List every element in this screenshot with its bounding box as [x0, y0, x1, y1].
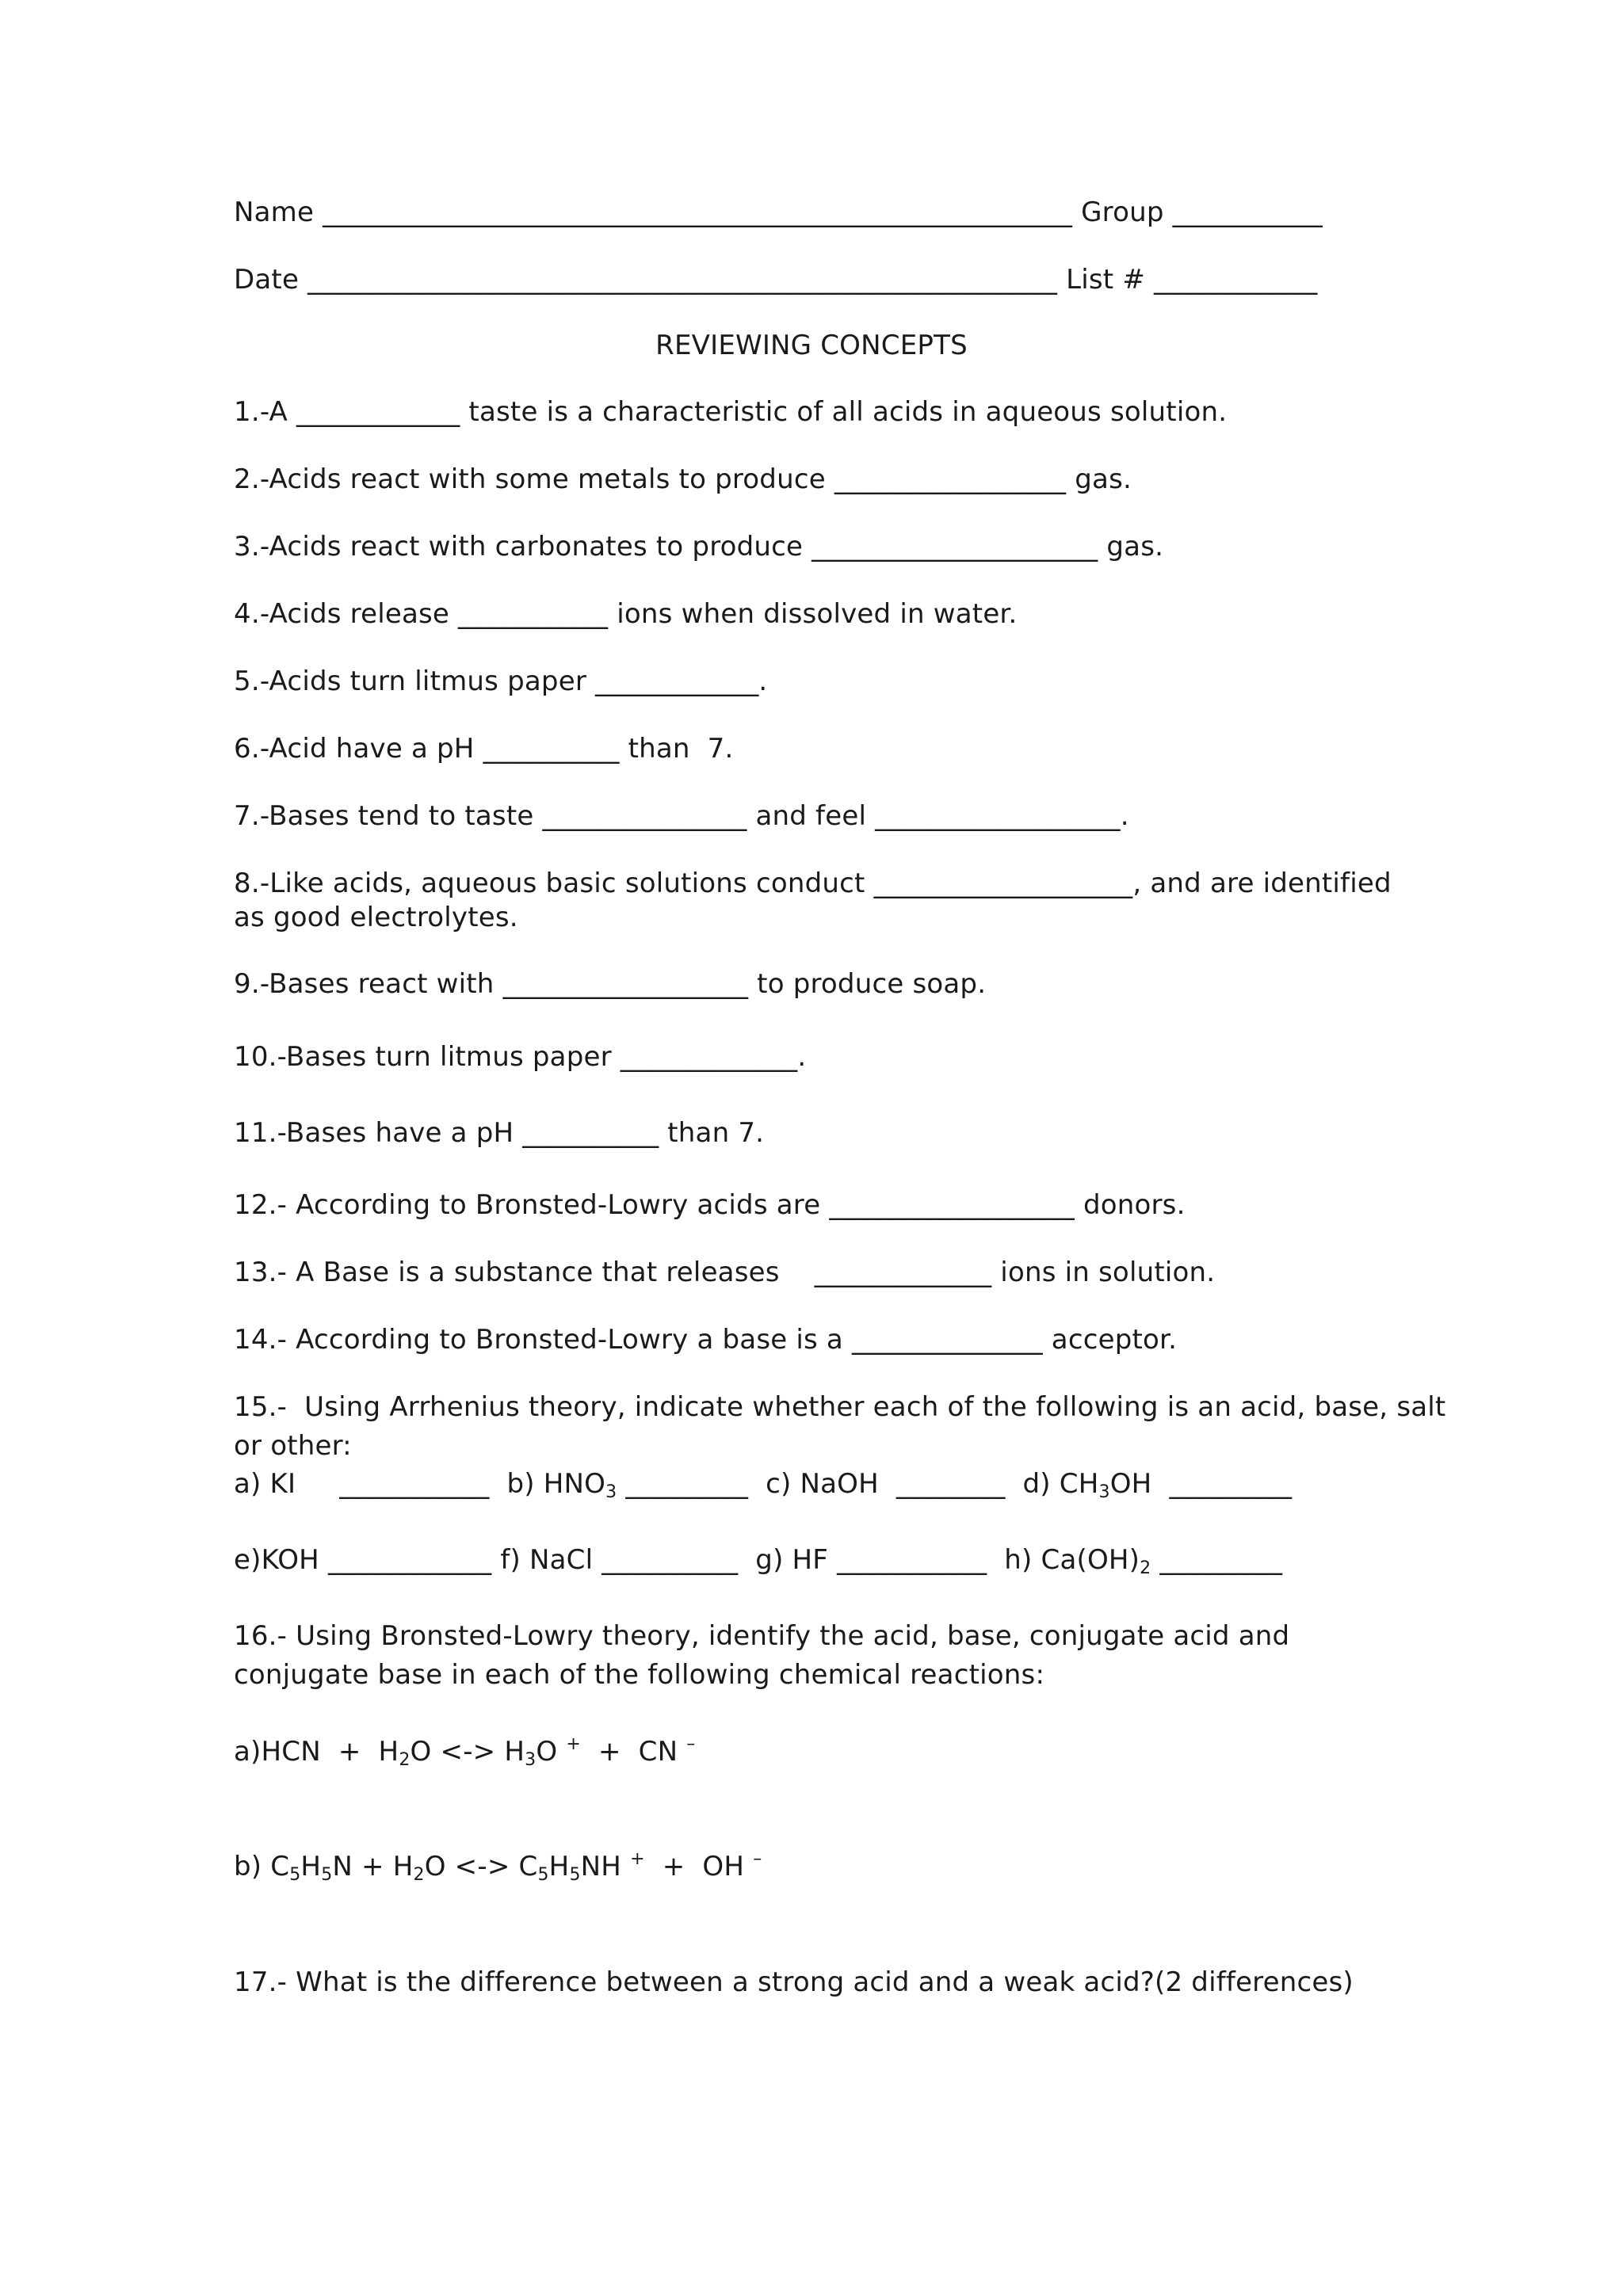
- reaction-text: b) C: [234, 1851, 290, 1882]
- question-9: 9.-Bases react with __________________ to produce soap.: [234, 968, 987, 1000]
- q15-b-d-text: _________ c) NaOH ________ d) CH: [617, 1468, 1099, 1500]
- question-2: 2.-Acids react with some metals to produce _________________ gas.: [234, 463, 1132, 495]
- question-15-row-2: [234, 1543, 1282, 1577]
- question-15-line-2: or other:: [234, 1430, 352, 1462]
- superscript: –: [753, 1849, 762, 1869]
- page-title: REVIEWING CONCEPTS: [655, 330, 968, 361]
- reaction-text: a)HCN + H: [234, 1736, 399, 1768]
- reaction-text: H: [548, 1851, 570, 1882]
- name-group-line[interactable]: Name _______________________________________________________ Group ___________: [234, 196, 1323, 228]
- reaction-text: O <-> H: [410, 1736, 525, 1768]
- question-14: 14.- According to Bronsted-Lowry a base is a ______________ acceptor.: [234, 1324, 1178, 1356]
- subscript: 5: [569, 1865, 581, 1885]
- q15-d-text: OH _________: [1109, 1468, 1293, 1500]
- superscript: +: [630, 1849, 645, 1869]
- subscript: 5: [289, 1865, 301, 1885]
- question-4: 4.-Acids release ___________ ions when dissolved in water.: [234, 598, 1018, 630]
- q15-h-blank: _________: [1151, 1544, 1283, 1576]
- reaction-text: H: [300, 1851, 322, 1882]
- reaction-text: NH: [580, 1851, 631, 1882]
- question-16-line-1: 16.- Using Bronsted-Lowry theory, identify the acid, base, conjugate acid and: [234, 1620, 1290, 1652]
- reaction-b: [234, 1849, 762, 1884]
- subscript: 5: [537, 1865, 549, 1885]
- question-12: 12.- According to Bronsted-Lowry acids are __________________ donors.: [234, 1189, 1186, 1221]
- reaction-a: [234, 1734, 695, 1769]
- question-11: 11.-Bases have a pH __________ than 7.: [234, 1117, 765, 1149]
- question-16-line-2: conjugate base in each of the following chemical reactions:: [234, 1659, 1045, 1691]
- superscript: +: [566, 1734, 581, 1754]
- question-8-line-1: 8.-Like acids, aqueous basic solutions conduct ___________________, and are identified: [234, 868, 1392, 899]
- subscript: 2: [399, 1750, 411, 1770]
- superscript: –: [686, 1734, 696, 1754]
- question-8-line-2: as good electrolytes.: [234, 902, 518, 933]
- reaction-text: + CN: [580, 1736, 687, 1768]
- question-5: 5.-Acids turn litmus paper ____________.: [234, 666, 768, 697]
- q15-e-h-text: e)KOH ____________ f) NaCl __________ g) HF ___________ h) Ca(OH): [234, 1544, 1140, 1576]
- question-7: 7.-Bases tend to taste _______________ and feel __________________.: [234, 800, 1129, 832]
- subscript: 3: [1098, 1482, 1110, 1502]
- question-17: 17.- What is the difference between a strong acid and a weak acid?(2 differences): [234, 1966, 1354, 1998]
- date-list-line[interactable]: Date _______________________________________________________ List # ____________: [234, 264, 1318, 296]
- question-3: 3.-Acids react with carbonates to produce _____________________ gas.: [234, 531, 1164, 563]
- question-6: 6.-Acid have a pH __________ than 7.: [234, 733, 734, 765]
- reaction-text: O: [536, 1736, 567, 1768]
- q15-a-b-text: a) KI ___________ b) HNO: [234, 1468, 606, 1500]
- subscript: 3: [605, 1482, 617, 1502]
- question-15-line-1: 15.- Using Arrhenius theory, indicate whether each of the following is an acid, base, salt: [234, 1391, 1446, 1423]
- reaction-text: O <-> C: [424, 1851, 538, 1882]
- reaction-text: + OH: [644, 1851, 754, 1882]
- subscript: 2: [1140, 1558, 1151, 1578]
- question-10: 10.-Bases turn litmus paper _____________.: [234, 1041, 807, 1073]
- reaction-text: N + H: [332, 1851, 414, 1882]
- subscript: 2: [413, 1865, 425, 1885]
- question-13: 13.- A Base is a substance that releases _____________ ions in solution.: [234, 1257, 1216, 1288]
- subscript: 5: [321, 1865, 333, 1885]
- question-15-row-1: [234, 1466, 1292, 1501]
- subscript: 3: [525, 1750, 537, 1770]
- question-1: 1.-A ____________ taste is a characteristic of all acids in aqueous solution.: [234, 396, 1228, 428]
